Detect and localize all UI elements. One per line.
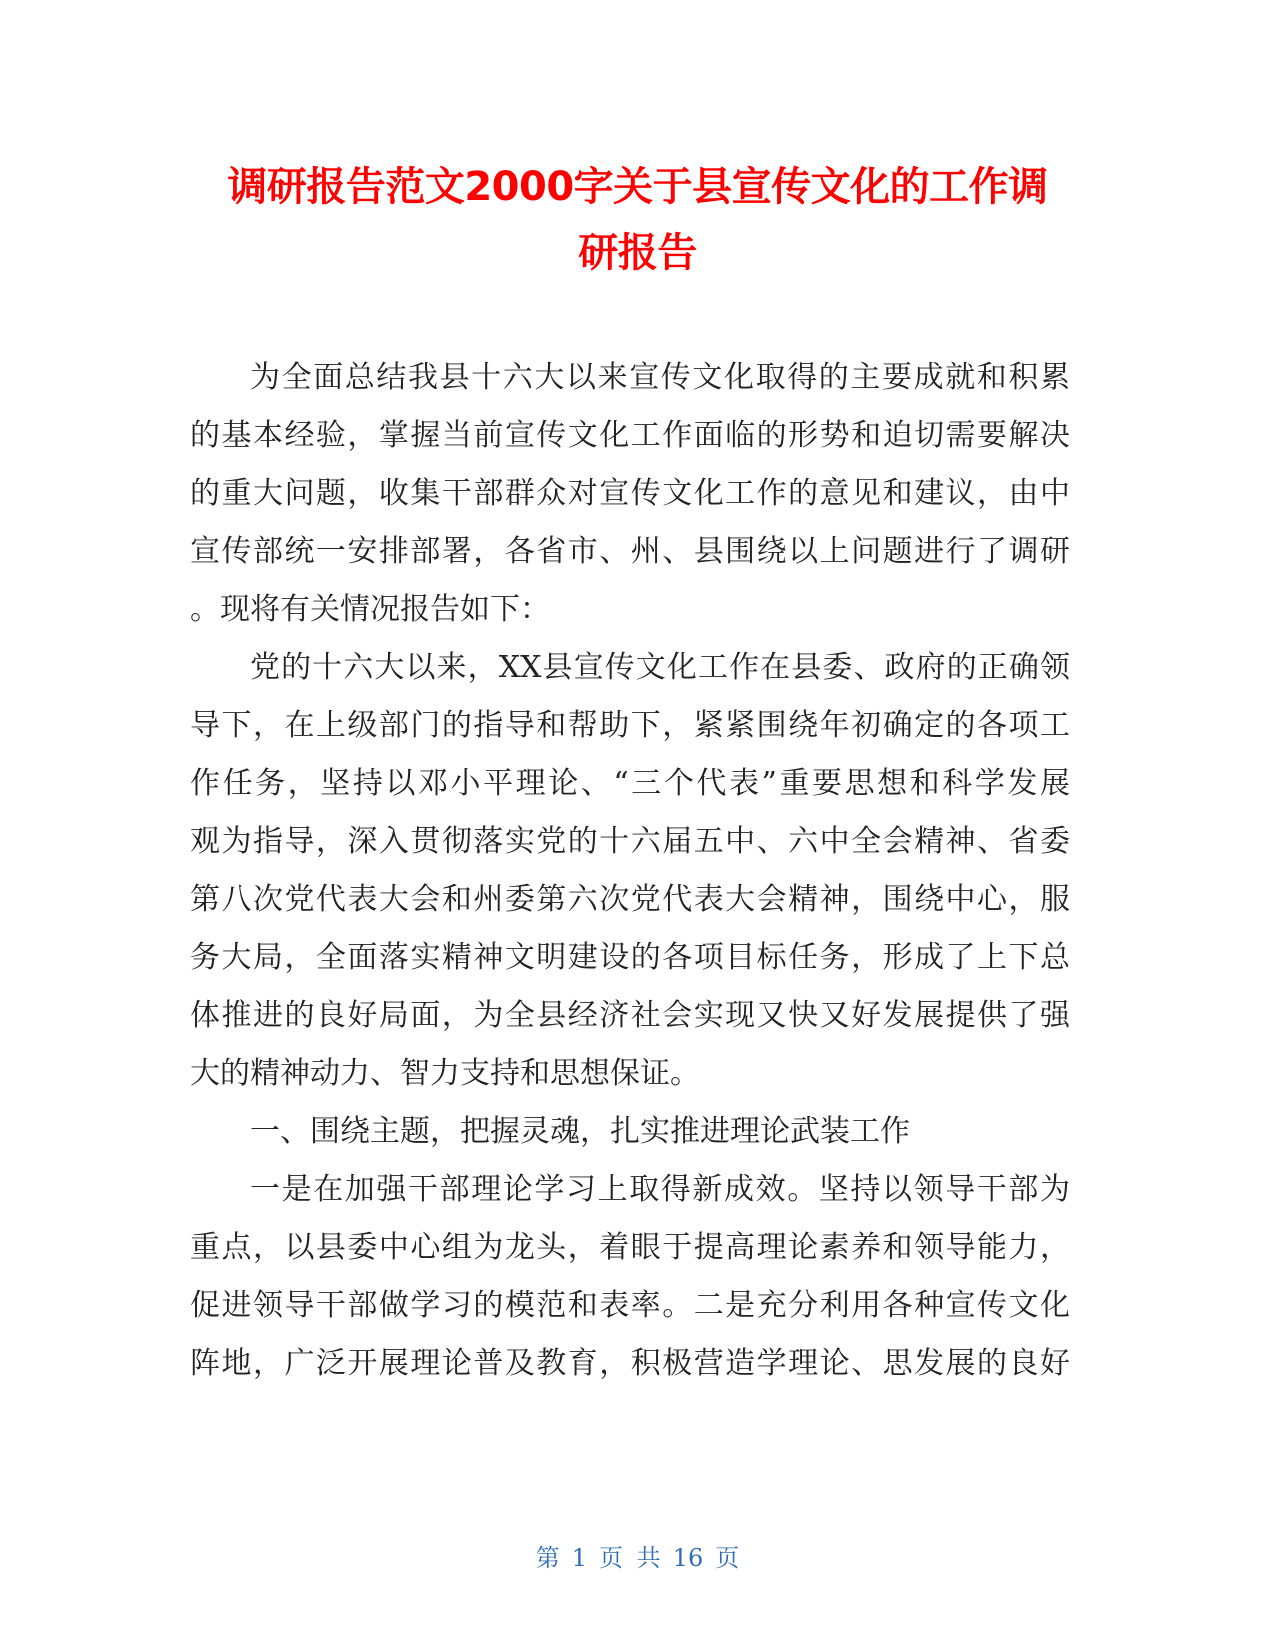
body-line: 第八次党代表大会和州委第六次党代表大会精神，围绕中心，服 [190,882,1070,917]
body-line: 为全面总结我县十六大以来宣传文化取得的主要成就和积累 [250,360,1070,395]
page-footer [0,1538,1275,1573]
body-line: 促进领导干部做学习的模范和表率。二是充分利用各种宣传文化 [190,1288,1070,1323]
body-line: 党的十六大以来，XX县宣传文化工作在县委、政府的正确领 [250,650,1070,685]
section-heading: 一、围绕主题，把握灵魂，扎实推进理论武装工作 [250,1114,910,1149]
body-line: 观为指导，深入贯彻落实党的十六届五中、六中全会精神、省委 [190,824,1070,859]
footer-middle: 页 共 [599,1544,661,1572]
body-line: 宣传部统一安排部署，各省市、州、县围绕以上问题进行了调研 [190,534,1070,569]
body-line: 阵地，广泛开展理论普及教育，积极营造学理论、思发展的良好 [190,1346,1070,1381]
footer-prefix: 第 [535,1544,560,1572]
total-pages-number: 16 [672,1544,704,1572]
body-line: 。现将有关情况报告如下： [190,592,550,627]
body-line: 务大局，全面落实精神文明建设的各项目标任务，形成了上下总 [190,940,1070,975]
current-page-number: 1 [571,1544,588,1572]
footer-suffix: 页 [715,1544,740,1572]
body-line: 的重大问题，收集干部群众对宣传文化工作的意见和建议，由中 [190,476,1070,511]
body-line: 大的精神动力、智力支持和思想保证。 [190,1056,700,1091]
body-line: 体推进的良好局面，为全县经济社会实现又快又好发展提供了强 [190,998,1070,1033]
body-line: 导下，在上级部门的指导和帮助下，紧紧围绕年初确定的各项工 [190,708,1070,743]
document-title-line-2: 研报告 [578,230,697,276]
body-line: 一是在加强干部理论学习上取得新成效。坚持以领导干部为 [250,1172,1070,1207]
body-line: 重点，以县委中心组为龙头，着眼于提高理论素养和领导能力， [190,1230,1070,1265]
body-line: 的基本经验，掌握当前宣传文化工作面临的形势和迫切需要解决 [190,418,1070,453]
body-line: 作任务，坚持以邓小平理论、“三个代表”重要思想和科学发展 [190,766,1070,801]
document-title-line-1: 调研报告范文2000字关于县宣传文化的工作调 [227,164,1048,210]
